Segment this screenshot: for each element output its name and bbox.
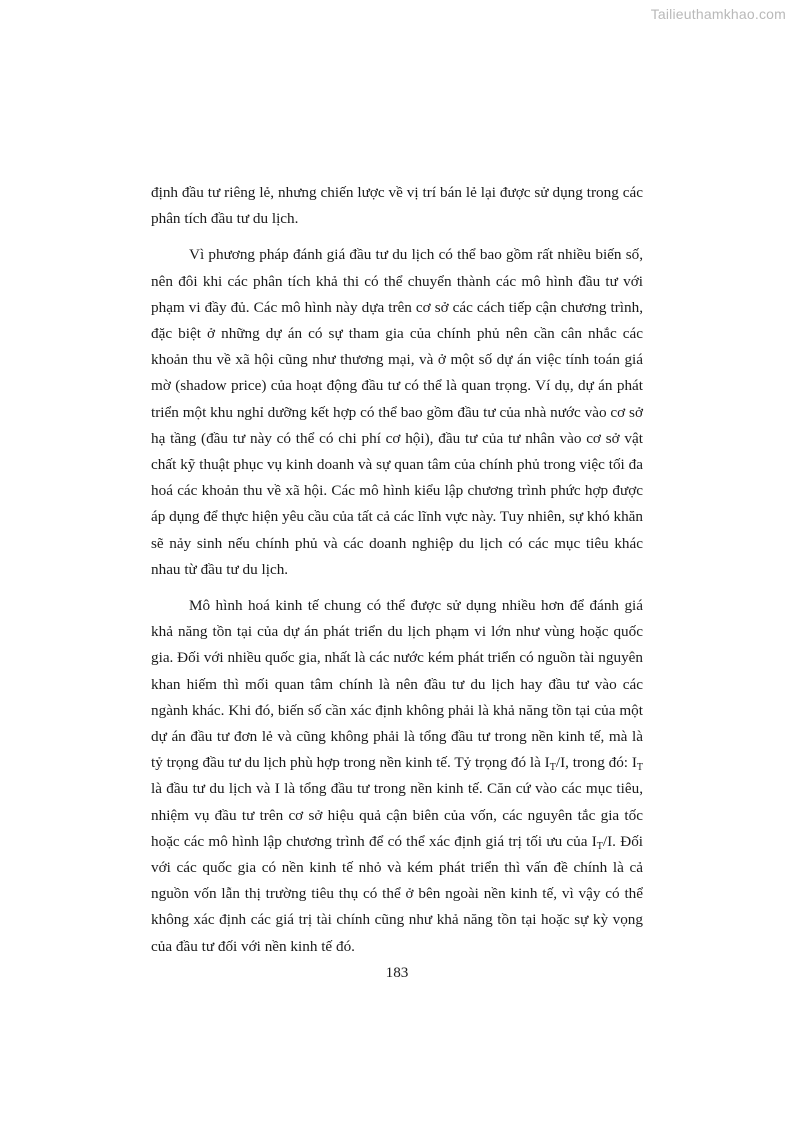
paragraph-3 <box>151 593 643 960</box>
paragraph-1: định đầu tư riêng lẻ, nhưng chiến lược về vị trí bán lẻ lại được sử dụng trong các phân tích đầu tư du lịch. <box>151 184 643 228</box>
paragraph-2: Vì phương pháp đánh giá đầu tư du lịch có thể bao gồm rất nhiều biến số, nên đôi khi các phân tích khả thi có thể chuyển thành các mô hình đầu tư với phạm vi đầy đủ. Các mô hình này dựa trên cơ sở các cách tiếp cận chương trình, đặc biệt ở những dự án có sự tham gia của chính phủ nên cần cân nhắc các khoản thu về xã hội cũng như thương mại, và ở một số dự án việc tính toán giá mờ (shadow price) của hoạt động đầu tư có thể là quan trọng. Ví dụ, dự án phát triển một khu nghỉ dưỡng kết hợp có thể bao gồm đầu tư của nhà nước vào cơ sở hạ tầng (đầu tư này có thể có chi phí cơ hội), đầu tư của tư nhân vào cơ sở vật chất kỹ thuật phục vụ kinh doanh và sự quan tâm của chính phủ trong việc tối đa hoá các khoản thu về xã hội. Các mô hình kiểu lập chương trình phức hợp được áp dụng để thực hiện yêu cầu của tất cả các lĩnh vực này. Tuy nhiên, sự khó khăn sẽ nảy sinh nếu chính phủ và các doanh nghiệp du lịch có các mục tiêu khác nhau từ đầu tư du lịch. <box>151 246 643 578</box>
paragraph-3-part-3: là đầu tư du lịch và I là tổng đầu tư trong nền kinh tế. Căn cứ vào các mục tiêu, nhiệm vụ đầu tư trên cơ sở hiệu quả cận biên của vốn, các nguyên tắc gia tốc hoặc các mô hình lập chương trình để có thể xác định giá trị tối ưu của I <box>151 780 643 850</box>
subscript-t-2: T <box>636 762 643 774</box>
page-number: 183 <box>385 964 409 981</box>
paragraph-3-part-2: /I, trong đó: I <box>555 754 637 772</box>
paragraph-3-part-4: /I. Đối với các quốc gia có nền kinh tế nhỏ và kém phát triển thì vấn đề chính là cả nguồn vốn lẫn thị trường tiêu thụ có thể ở bên ngoài nền kinh tế, vì vậy có thể không xác định các giá trị tài chính cũng như khả năng tồn tại hoặc sự kỳ vọng của đầu tư đối với nền kinh tế đó. <box>151 832 644 955</box>
subscript-t-1: T <box>549 762 556 774</box>
paragraph-3-part-1: Mô hình hoá kinh tế chung có thể được sử dụng nhiều hơn để đánh giá khả năng tồn tại của dự án phát triển du lịch phạm vi lớn như vùng hoặc quốc gia. Đối với nhiều quốc gia, nhất là các nước kém phát triển có nguồn tài nguyên khan hiếm thì mối quan tâm chính là nên đầu tư du lịch hay đầu tư vào các ngành khác. Khi đó, biến số cần xác định không phải là khả năng tồn tại của một dự án đầu tư đơn lẻ và cũng không phải là tổng đầu tư trong nền kinh tế, mà là tỷ trọng đầu tư du lịch phù hợp trong nền kinh tế. Tỷ trọng đó là I <box>151 597 643 772</box>
watermark: Tailieuthamkhao.com <box>650 6 786 22</box>
subscript-t-3: T <box>596 840 603 852</box>
page-body <box>151 180 643 970</box>
